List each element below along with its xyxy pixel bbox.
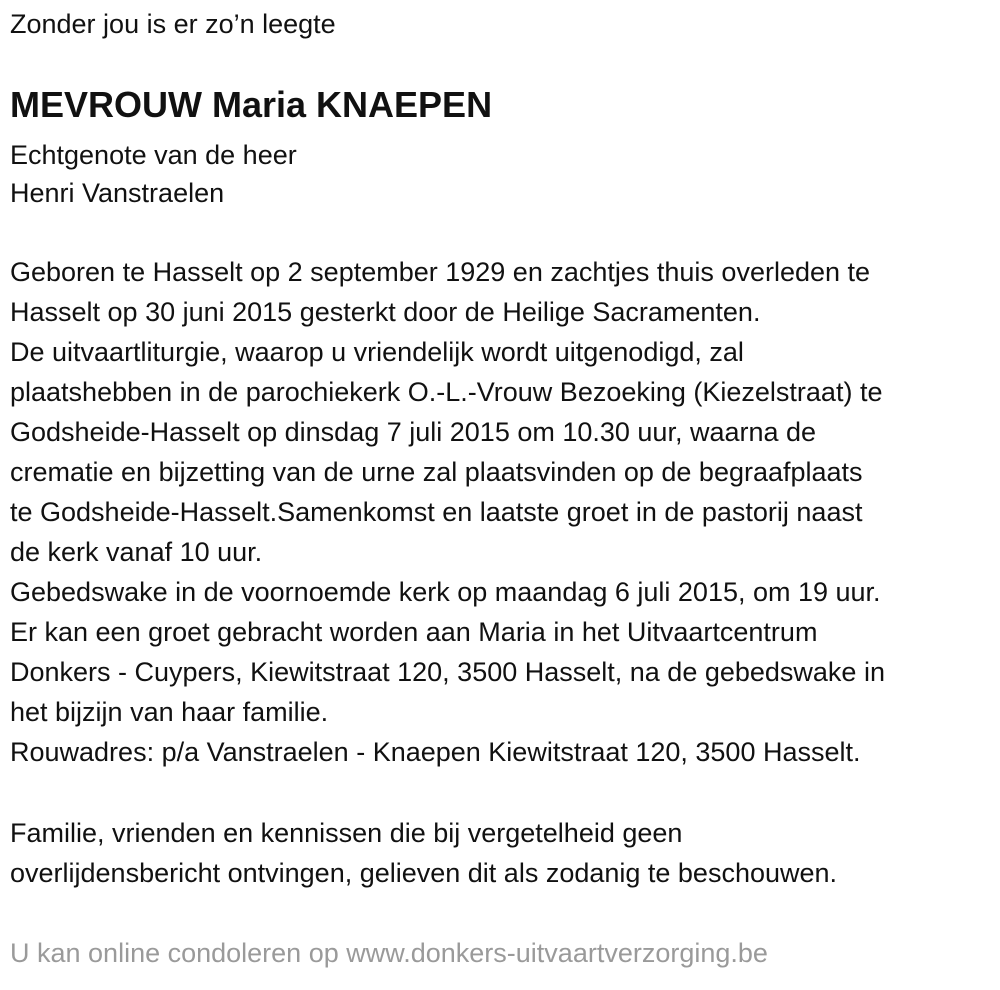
- body-line: crematie en bijzetting van de urne zal plaatsvinden op de begraafplaats: [10, 457, 863, 487]
- family-line: Familie, vrienden en kennissen die bij vergetelheid geen: [10, 818, 683, 848]
- body-line: de kerk vanaf 10 uur.: [10, 537, 263, 567]
- spouse-line-1: Echtgenote van de heer: [10, 140, 297, 170]
- body-line: Donkers - Cuypers, Kiewitstraat 120, 3500 Hasselt, na de gebedswake in: [10, 657, 885, 687]
- body-line: Er kan een groet gebracht worden aan Maria in het Uitvaartcentrum: [10, 617, 818, 647]
- body-line: Godsheide-Hasselt op dinsdag 7 juli 2015 om 10.30 uur, waarna de: [10, 417, 817, 447]
- family-notice: [0, 813, 837, 893]
- body-line: het bijzijn van haar familie.: [10, 697, 329, 727]
- announcement-body: [0, 252, 885, 772]
- body-line: Gebedswake in de voornoemde kerk op maandag 6 juli 2015, om 19 uur.: [10, 577, 881, 607]
- body-line: De uitvaartliturgie, waarop u vriendelijk wordt uitgenodigd, zal: [10, 337, 744, 367]
- body-line: Rouwadres: p/a Vanstraelen - Knaepen Kiewitstraat 120, 3500 Hasselt.: [10, 737, 861, 767]
- spouse-line-2: Henri Vanstraelen: [10, 178, 225, 208]
- condolence-text: U kan online condoleren op www.donkers-uitvaartverzorging.be: [10, 938, 768, 968]
- family-line: overlijdensbericht ontvingen, gelieven dit als zodanig te beschouwen.: [10, 858, 838, 888]
- body-line: te Godsheide-Hasselt.Samenkomst en laatste groet in de pastorij naast: [10, 497, 863, 527]
- deceased-name: MEVROUW Maria KNAEPEN: [10, 84, 493, 125]
- body-line: Hasselt op 30 juni 2015 gesterkt door de Heilige Sacramenten.: [10, 297, 761, 327]
- intro-text: Zonder jou is er zo’n leegte: [10, 9, 336, 39]
- body-line: Geboren te Hasselt op 2 september 1929 en zachtjes thuis overleden te: [10, 257, 871, 287]
- body-line: plaatshebben in de parochiekerk O.-L.-Vrouw Bezoeking (Kiezelstraat) te: [10, 377, 883, 407]
